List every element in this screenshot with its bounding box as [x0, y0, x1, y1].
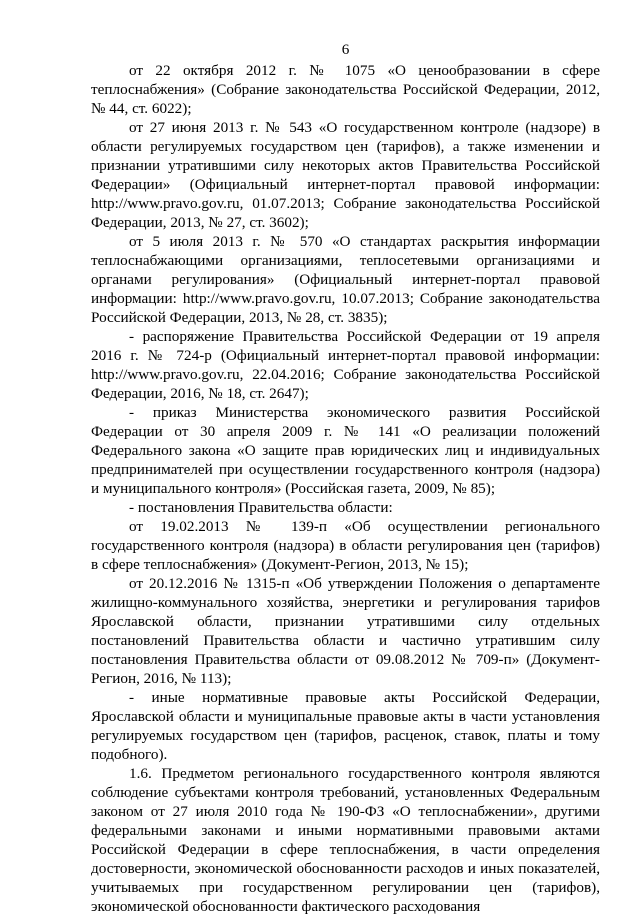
page-number: 6	[341, 41, 350, 58]
paragraph-resolution-1075: от 22 октября 2012 г. № 1075 «О ценообразовании в сфере теплоснабжения» (Собрание законодательства Российской Федерации, 2012, № 44, ст. 6022);	[91, 62, 600, 117]
paragraph-section-1-6: 1.6. Предметом регионального государственного контроля являются соблюдение субъектами контроля требований, установленных Федеральным законом от 27 июля 2010 года № 190-ФЗ «О теплоснабжении», другими федеральными законами и иными нормативными правовыми актами Российской Федерации в сфере теплоснабжения, в части определения достоверности, экономической обоснованности расходов и иных показателей, учитываемых при государственном регулировании цен (тарифов), экономической обоснованности фактического расходования	[91, 765, 600, 915]
paragraph-other-acts: - иные нормативные правовые акты Российской Федерации, Ярославской области и муниципальные правовые акты в части установления регулируемых государством цен (тарифов, расценок, ставок, платы и тому подобного).	[91, 689, 600, 763]
paragraph-regional-resolutions-heading: - постановления Правительства области:	[129, 499, 393, 516]
paragraph-order-141: - приказ Министерства экономического развития Российской Федерации от 30 апреля 2009 г. № 141 «О реализации положений Федерального закона «О защите прав юридических лиц и индивидуальных предпринимателей при осуществлении государственного контроля (надзора) и муниципального контроля» (Российская газета, 2009, № 85);	[91, 404, 600, 497]
paragraph-resolution-570: от 5 июля 2013 г. № 570 «О стандартах раскрытия информации теплоснабжающими организациями, теплосетевыми организациями и органами регулирования» (Официальный интернет-портал правовой информации: http://www.pravo.gov.ru, 10.07.2013; Собрание законодательства Российской Федерации, 2013, № 28, ст. 3835);	[91, 233, 600, 326]
paragraph-resolution-1315-p: от 20.12.2016 № 1315-п «Об утверждении Положения о департаменте жилищно-коммунального хозяйства, энергетики и регулирования тарифов Ярославской области, признании утратившими силу отдельных постановлений Правительства области и частично утратившим силу постановления Правительства области от 09.08.2012 № 709-п» (Документ-Регион, 2016, № 113);	[91, 575, 600, 687]
paragraph-order-724-r: - распоряжение Правительства Российской Федерации от 19 апреля 2016 г. № 724-р (Официальный интернет-портал правовой информации: http://www.pravo.gov.ru, 22.04.2016; Собрание законодательства Российской Федерации, 2016, № 18, ст. 2647);	[91, 328, 600, 402]
paragraph-resolution-543: от 27 июня 2013 г. № 543 «О государственном контроле (надзоре) в области регулируемых государством цен (тарифов), а также изменении и признании утратившими силу некоторых актов Правительства Российской Федерации» (Официальный интернет-портал правовой информации: http://www.pravo.gov.ru, 01.07.2013; Собрание законодательства Российской Федерации, 2013, № 27, ст. 3602);	[91, 119, 600, 231]
paragraph-resolution-139-p: от 19.02.2013 № 139-п «Об осуществлении регионального государственного контроля (надзора) в области регулирования цен (тарифов) в сфере теплоснабжения» (Документ-Регион, 2013, № 15);	[91, 518, 600, 573]
